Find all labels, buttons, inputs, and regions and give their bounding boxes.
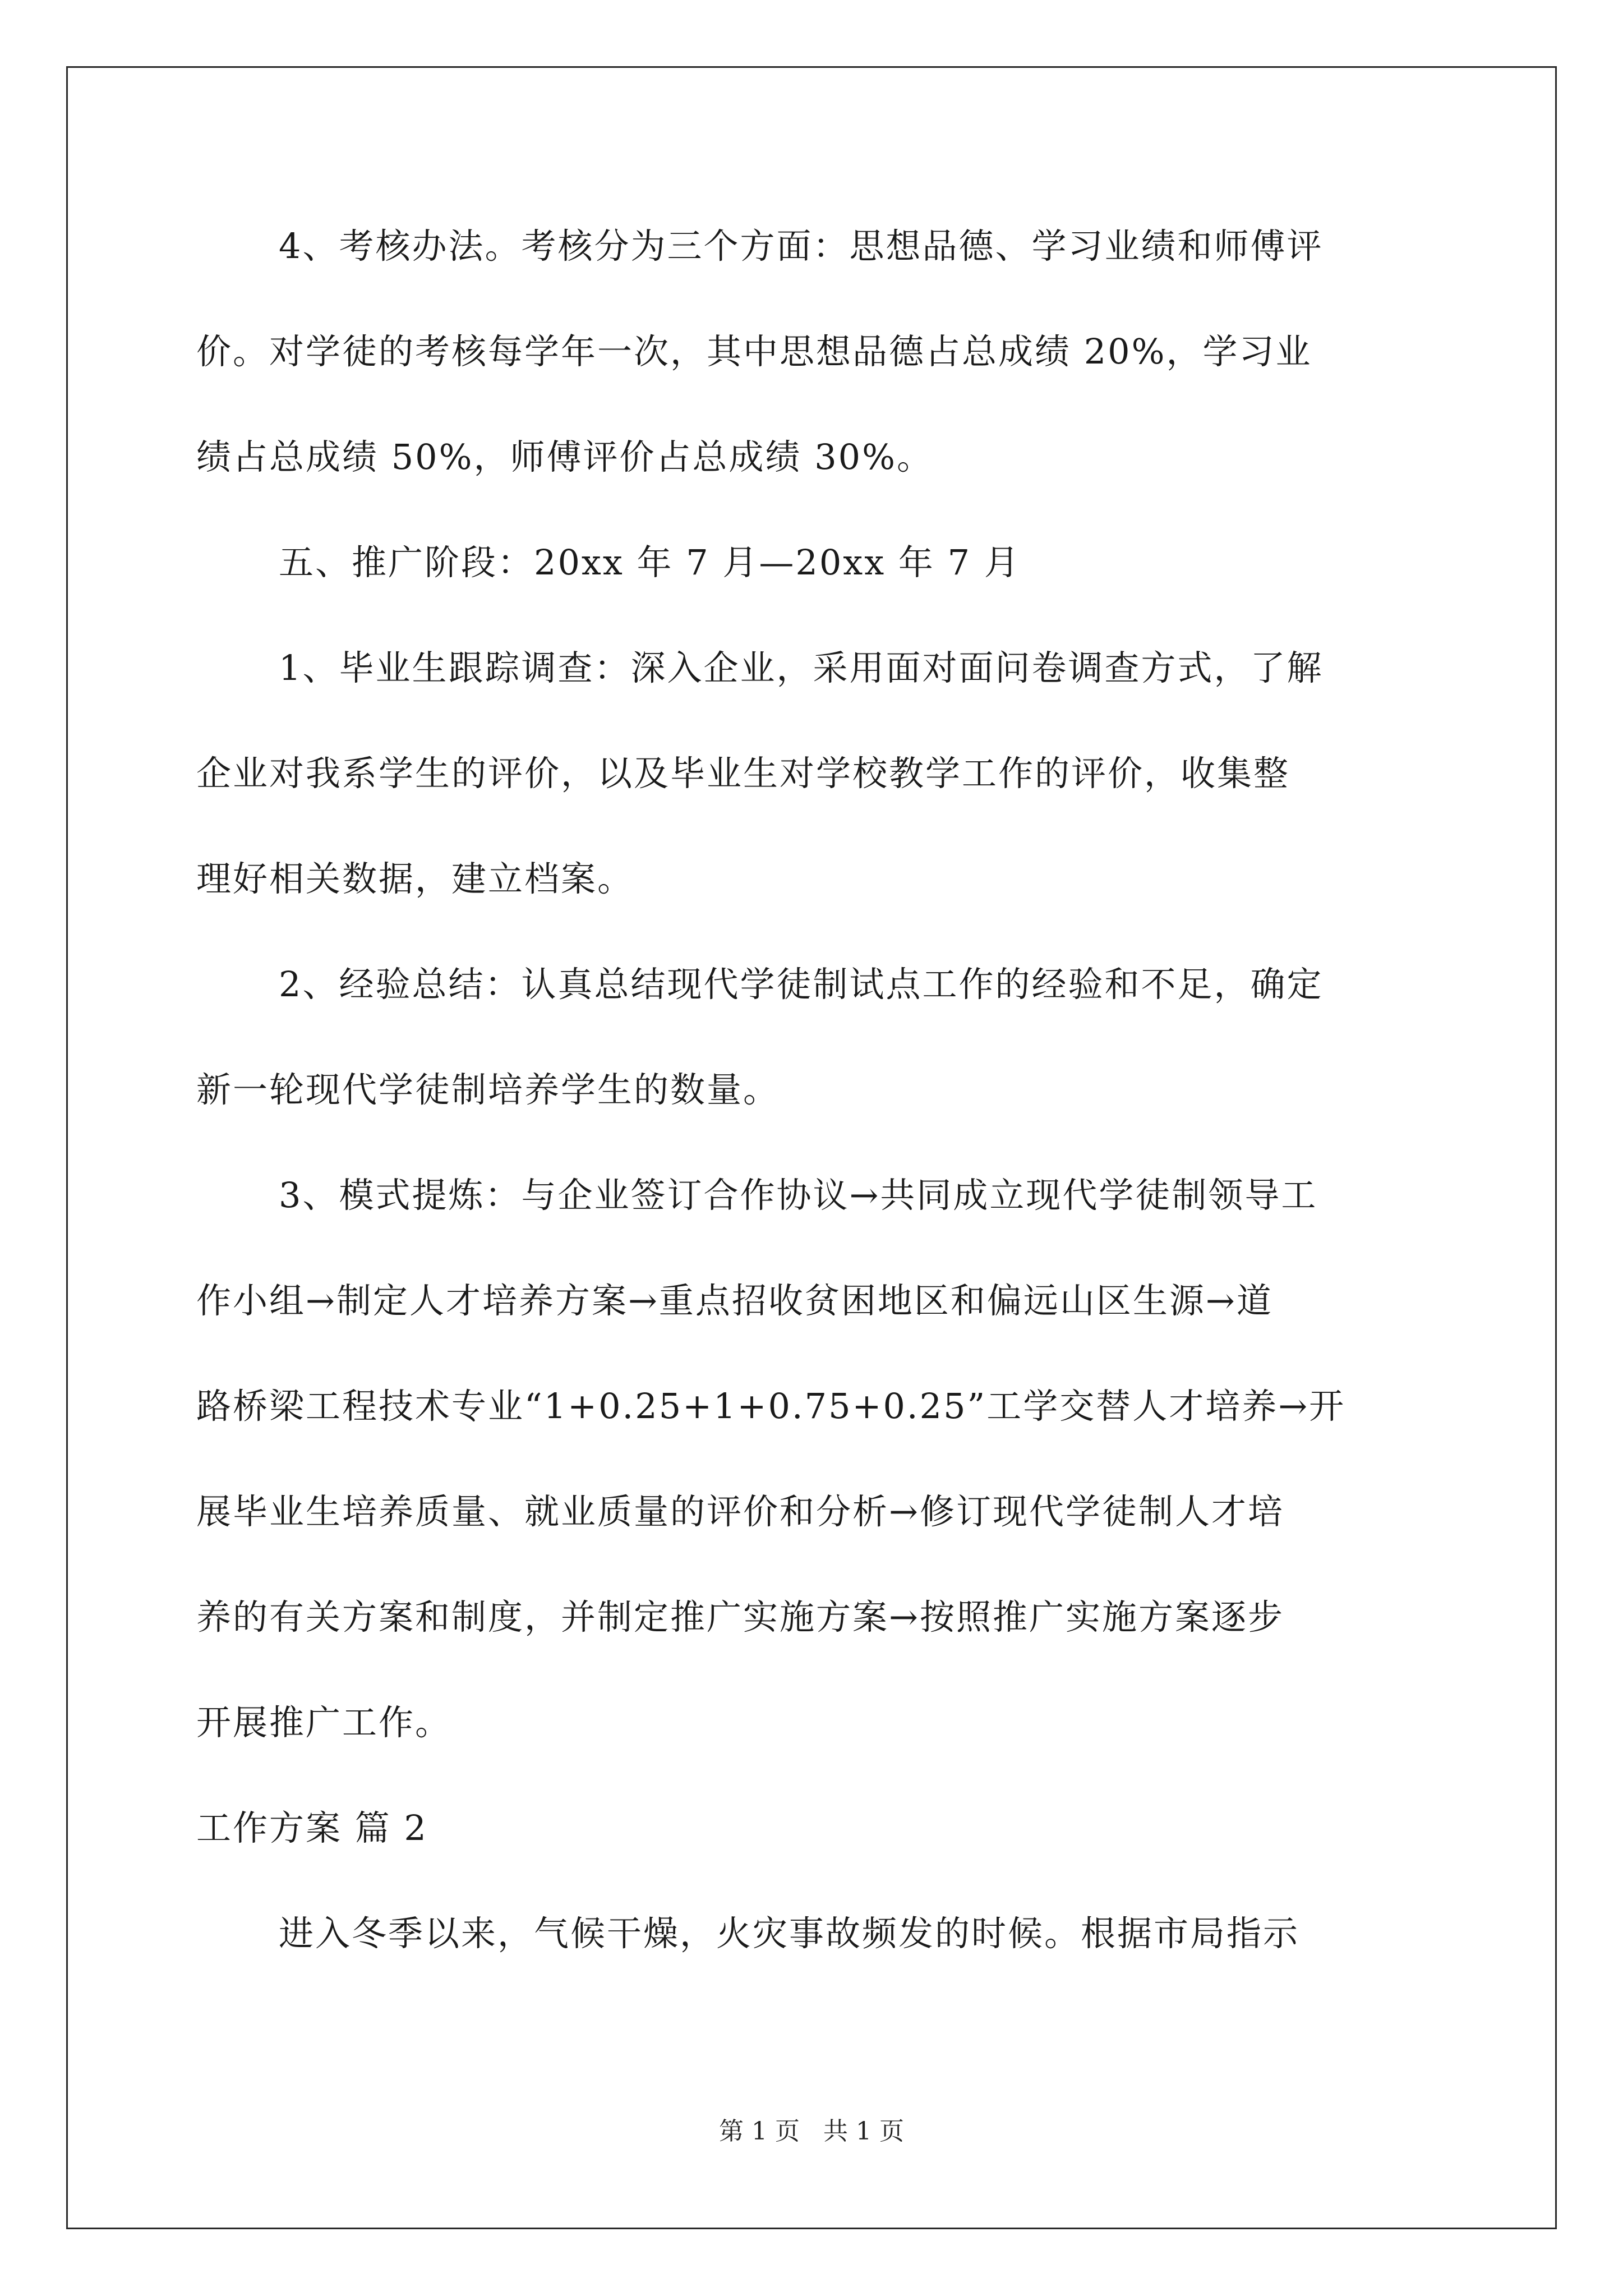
section-heading: 五、推广阶段：20xx 年 7 月—20xx 年 7 月 [279, 542, 1021, 583]
paragraph-line: 开展推广工作。 [196, 1702, 452, 1743]
paragraph-line: 3、模式提炼：与企业签订合作协议→共同成立现代学徒制领导工 [279, 1175, 1318, 1216]
page-footer: 第 1 页 共 1 页 [719, 2117, 904, 2146]
paragraph-line: 企业对我系学生的评价，以及毕业生对学校教学工作的评价，收集整 [196, 753, 1290, 794]
paragraph-line: 2、经验总结：认真总结现代学徒制试点工作的经验和不足，确定 [279, 964, 1324, 1005]
paragraph-line: 新一轮现代学徒制培养学生的数量。 [196, 1069, 780, 1110]
paragraph-line: 4、考核办法。考核分为三个方面：思想品德、学习业绩和师傅评 [279, 226, 1324, 266]
paragraph-line: 绩占总成绩 50%，师傅评价占总成绩 30%。 [196, 436, 934, 477]
paragraph-line: 1、毕业生跟踪调查：深入企业，采用面对面问卷调查方式，了解 [279, 647, 1324, 688]
paragraph-line: 作小组→制定人才培养方案→重点招收贫困地区和偏远山区生源→道 [196, 1280, 1273, 1321]
paragraph-line: 进入冬季以来，气候干燥，火灾事故频发的时候。根据市局指示 [279, 1913, 1300, 1954]
page-border [66, 66, 1557, 2229]
paragraph-line: 价。对学徒的考核每学年一次，其中思想品德占总成绩 20%，学习业 [196, 331, 1312, 372]
paragraph-line: 展毕业生培养质量、就业质量的评价和分析→修订现代学徒制人才培 [196, 1491, 1284, 1532]
paragraph-line: 养的有关方案和制度，并制定推广实施方案→按照推广实施方案逐步 [196, 1596, 1284, 1637]
paragraph-line: 理好相关数据，建立档案。 [196, 858, 634, 899]
paragraph-line: 路桥梁工程技术专业“1+0.25+1+0.75+0.25”工学交替人才培养→开 [196, 1386, 1346, 1427]
section-title: 工作方案 篇 2 [196, 1807, 428, 1848]
